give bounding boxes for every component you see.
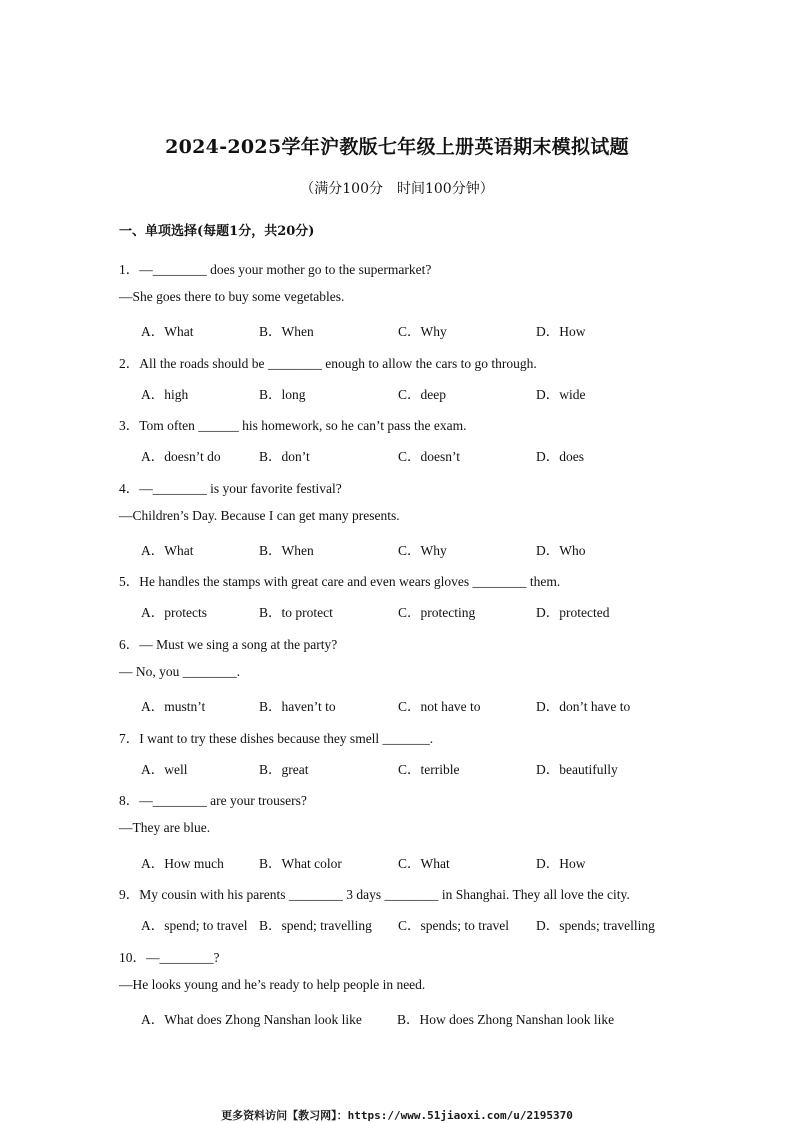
- option-b: B．How does Zhong Nanshan look like: [397, 1012, 615, 1027]
- option-d: D．does: [536, 449, 584, 464]
- question-4-reply: —Children’s Day. Because I can get many presents.: [119, 508, 400, 523]
- option-a: A．What: [141, 543, 194, 558]
- question-2-options: [141, 383, 701, 403]
- footer-source-link[interactable]: 更多资料访问【教习网】：https://www.51jiaoxi.com/u/2195370: [221, 1109, 573, 1122]
- option-d: D．don’t have to: [536, 699, 631, 714]
- question-8-reply: —They are blue.: [119, 820, 211, 835]
- option-b: B．to protect: [259, 605, 333, 620]
- question-3-stem: 3．Tom often ______ his homework, so he can’t pass the exam.: [119, 418, 467, 433]
- option-d: D．spends; travelling: [536, 918, 655, 933]
- option-d: D．Who: [536, 543, 586, 558]
- question-1-options: [141, 320, 701, 340]
- question-2-stem: 2．All the roads should be ________ enough to allow the cars to go through.: [119, 356, 537, 371]
- exam-title: 2024-2025学年沪教版七年级上册英语期末模拟试题: [165, 136, 629, 158]
- option-d: D．beautifully: [536, 762, 618, 777]
- question-8-options: [141, 852, 701, 872]
- question-5-options: [141, 601, 701, 621]
- option-d: D．protected: [536, 605, 610, 620]
- option-a: A．What does Zhong Nanshan look like: [141, 1012, 362, 1027]
- option-b: B．spend; travelling: [259, 918, 372, 933]
- question-6-reply: — No, you ________.: [119, 664, 241, 679]
- question-3-options: [141, 445, 701, 465]
- option-a: A．How much: [141, 856, 224, 871]
- option-c: C．doesn’t: [398, 449, 461, 464]
- option-c: C．Why: [398, 543, 447, 558]
- option-a: A．mustn’t: [141, 699, 206, 714]
- question-1-reply: —She goes there to buy some vegetables.: [119, 289, 345, 304]
- question-8-stem: 8．—________ are your trousers?: [119, 793, 307, 808]
- option-a: A．well: [141, 762, 188, 777]
- option-c: C．spends; to travel: [398, 918, 509, 933]
- question-10-stem: 10．—________?: [119, 950, 220, 965]
- section-heading: 一、单项选择(每题1分，共20分): [119, 224, 315, 239]
- option-a: A．doesn’t do: [141, 449, 221, 464]
- option-b: B．haven’t to: [259, 699, 336, 714]
- question-7-stem: 7．I want to try these dishes because they smell _______.: [119, 731, 434, 746]
- option-b: B．What color: [259, 856, 342, 871]
- exam-subtitle: （满分100分 时间100分钟）: [300, 181, 494, 197]
- option-d: D．How: [536, 856, 586, 871]
- option-c: C．Why: [398, 324, 447, 339]
- option-c: C．deep: [398, 387, 446, 402]
- question-10-options: [141, 1008, 701, 1028]
- option-d: D．How: [536, 324, 586, 339]
- option-a: A．high: [141, 387, 189, 402]
- question-4-options: [141, 539, 701, 559]
- option-d: D．wide: [536, 387, 586, 402]
- question-9-options: [141, 914, 701, 934]
- question-10-reply: —He looks young and he’s ready to help people in need.: [119, 977, 426, 992]
- question-6-stem: 6．— Must we sing a song at the party?: [119, 637, 338, 652]
- option-a: A．What: [141, 324, 194, 339]
- question-6-options: [141, 695, 701, 715]
- option-a: A．spend; to travel: [141, 918, 248, 933]
- question-4-stem: 4．—________ is your favorite festival?: [119, 481, 342, 496]
- option-c: C．protecting: [398, 605, 476, 620]
- question-1-stem: 1．—________ does your mother go to the supermarket?: [119, 262, 432, 277]
- option-b: B．great: [259, 762, 309, 777]
- option-b: B．long: [259, 387, 306, 402]
- option-c: C．What: [398, 856, 450, 871]
- option-c: C．terrible: [398, 762, 460, 777]
- option-b: B．When: [259, 543, 314, 558]
- option-b: B．don’t: [259, 449, 310, 464]
- option-b: B．When: [259, 324, 314, 339]
- question-5-stem: 5．He handles the stamps with great care and even wears gloves ________ them.: [119, 574, 561, 589]
- option-a: A．protects: [141, 605, 207, 620]
- question-7-options: [141, 758, 701, 778]
- option-c: C．not have to: [398, 699, 481, 714]
- question-9-stem: 9．My cousin with his parents ________ 3 days ________ in Shanghai. They all love the city.: [119, 887, 630, 902]
